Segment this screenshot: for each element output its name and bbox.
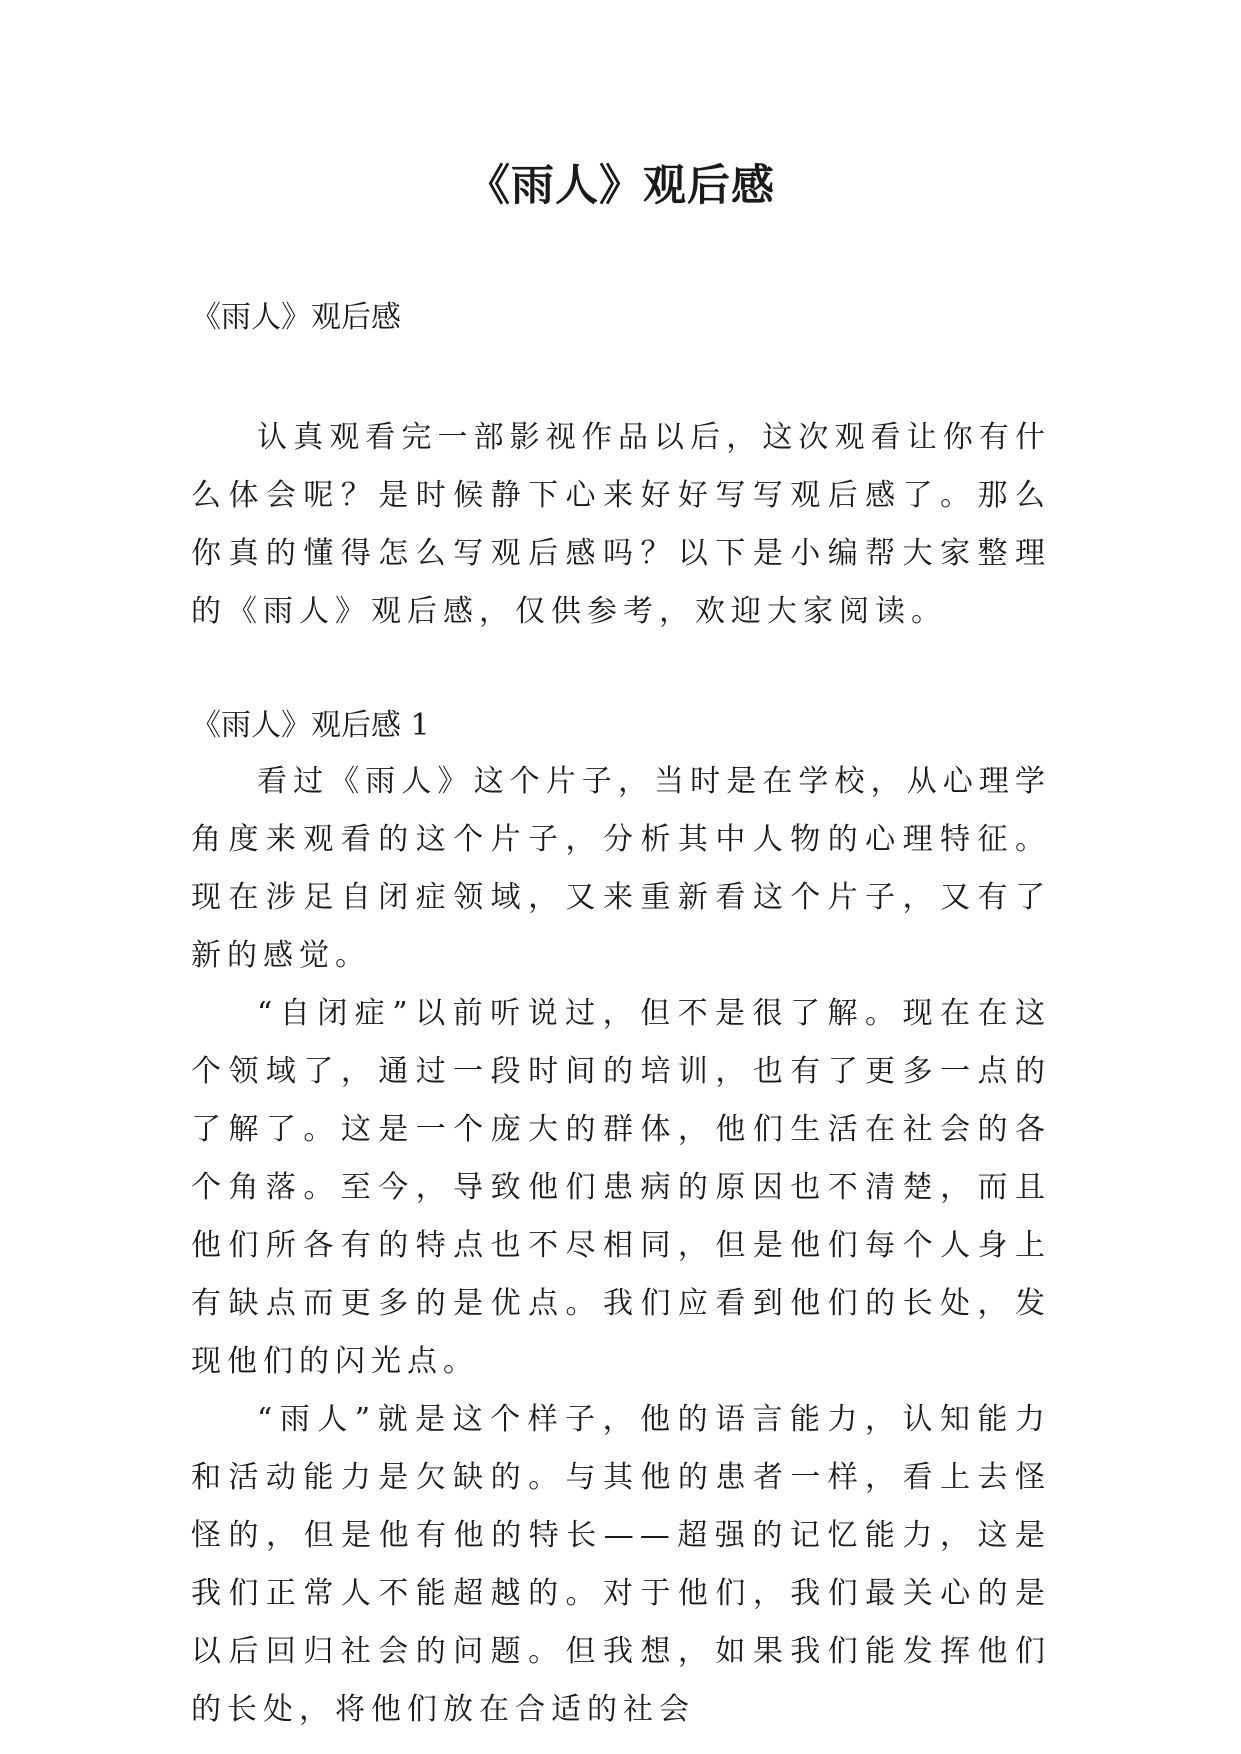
intro-paragraph: 认真观看完一部影视作品以后，这次观看让你有什么体会呢？是时候静下心来好好写写观后感了。那么你真的懂得怎么写观后感吗？以下是小编帮大家整理的《雨人》观后感，仅供参考，欢迎大家阅读。 <box>191 420 1051 629</box>
document-title: 《雨人》观后感 <box>467 161 775 211</box>
body-paragraph: “雨人”就是这个样子，他的语言能力，认知能力和活动能力是欠缺的。与其他的患者一样，看上去怪怪的，但是他有他的特长——超强的记忆能力，这是我们正常人不能超越的。对于他们，我们最关心的是以后回归社会的问题。但我想，如果我们能发挥他们的长处，将他们放在合适的社会 <box>191 1402 1051 1727</box>
body-paragraph: “自闭症”以前听说过，但不是很了解。现在在这个领域了，通过一段时间的培训，也有了更多一点的了解了。这是一个庞大的群体，他们生活在社会的各个角落。至今，导致他们患病的原因也不清楚，而且他们所各有的特点也不尽相同，但是他们每个人身上有缺点而更多的是优点。我们应看到他们的长处，发现他们的闪光点。 <box>191 996 1051 1379</box>
section-body <box>191 753 1051 1739</box>
body-paragraph: 看过《雨人》这个片子，当时是在学校，从心理学角度来观看的这个片子，分析其中人物的心理特征。现在涉足自闭症领域，又来重新看这个片子，又有了新的感觉。 <box>191 764 1051 973</box>
document-subtitle: 《雨人》观后感 <box>191 300 401 335</box>
section-heading: 《雨人》观后感 1 <box>191 708 430 743</box>
